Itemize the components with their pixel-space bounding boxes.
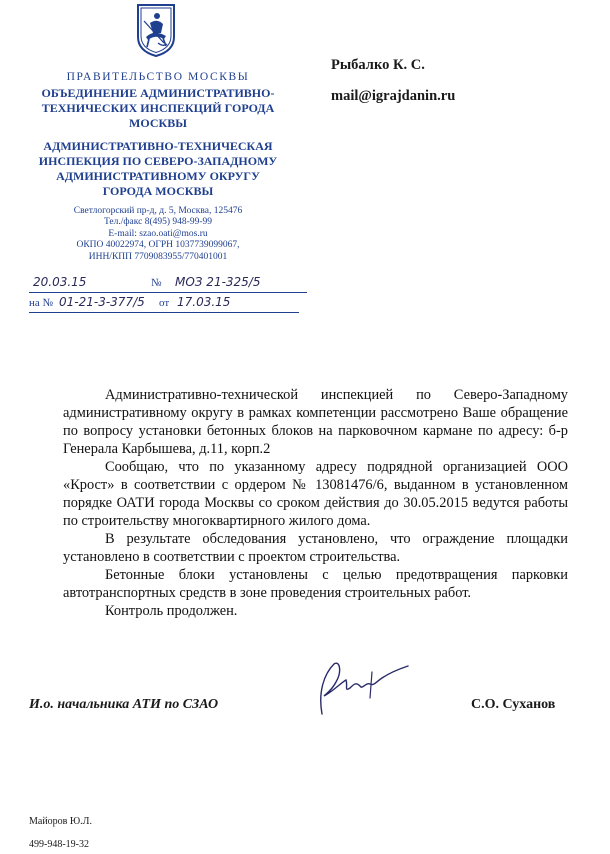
paragraph: Административно-технической инспекцией по Северо-Западному административному округу в рамках компетенции рассмотрено Ваше обращение по вопросу установки бетонных блоков на парковочном кармане по адресу: б-р Генерала Карбышева, д.11, корп.2	[63, 387, 568, 457]
okpo: ОКПО 40022974, ОГРН 1037739099067,	[76, 240, 240, 251]
reference-line	[29, 294, 299, 313]
phone: Тел./факс 8(495) 948-99-99	[103, 217, 213, 228]
government-header: ПРАВИТЕЛЬСТВО МОСКВЫ	[66, 71, 250, 83]
registration-line	[29, 274, 307, 293]
contact-block	[26, 206, 290, 263]
recipient-name: Рыбалко К. С.	[331, 57, 425, 73]
paragraph: Контроль продолжен.	[105, 603, 238, 619]
org-line: МОСКВЫ	[129, 116, 187, 130]
ref-number: 01-21-3-377/5	[59, 295, 145, 309]
signatory-title: И.о. начальника АТИ по СЗАО	[29, 697, 219, 712]
outgoing-date: 20.03.15	[33, 275, 87, 289]
ref-date: 17.03.15	[177, 295, 231, 309]
executor-name: Майоров Ю.Л.	[29, 816, 92, 827]
paragraph: В результате обследования установлено, что ограждение площадки установлено в соответствии с проектом строительства.	[63, 531, 568, 565]
org-line: ОБЪЕДИНЕНИЕ АДМИНИСТРАТИВНО-	[41, 86, 275, 100]
ref-label: на №	[29, 297, 54, 309]
paragraph: Бетонные блоки установлены с целью предотвращения парковки автотранспортных средств в зоне проведения строительных работ.	[63, 567, 568, 601]
moscow-coat-of-arms-icon	[136, 3, 176, 57]
organization-name	[26, 86, 290, 131]
handwritten-signature	[312, 652, 422, 722]
inspection-line: АДМИНИСТРАТИВНО-ТЕХНИЧЕСКАЯ	[43, 139, 273, 153]
recipient-email: mail@igrajdanin.ru	[331, 88, 456, 104]
address: Светлогорский пр-д, д. 5, Москва, 125476	[73, 206, 243, 216]
org-line: ТЕХНИЧЕСКИХ ИНСПЕКЦИЙ ГОРОДА	[41, 101, 275, 115]
inspection-name	[26, 139, 290, 199]
ref-date-label: от	[159, 297, 170, 309]
number-label: №	[151, 277, 162, 289]
paragraph: Сообщаю, что по указанному адресу подрядной организацией ООО «Крост» в соответствии с ордером № 13081476/6, выданном в установленном порядке ОАТИ города Москвы со сроком действия до 30.05.2015 ведутся работы по строительству многоквартирного жилого дома.	[63, 459, 568, 529]
email: E-mail: szao.oati@mos.ru	[108, 228, 208, 239]
signatory-name: С.О. Суханов	[471, 697, 556, 712]
inspection-line: АДМИНИСТРАТИВНОМУ ОКРУГУ	[56, 169, 260, 183]
letter-body	[63, 386, 568, 620]
inspection-line: ГОРОДА МОСКВЫ	[102, 184, 214, 198]
outgoing-number: МОЗ 21-325/5	[175, 275, 261, 289]
inn: ИНН/КПП 7709083955/770401001	[88, 251, 228, 262]
executor-phone: 499-948-19-32	[29, 839, 89, 850]
inspection-line: ИНСПЕКЦИЯ ПО СЕВЕРО-ЗАПАДНОМУ	[38, 154, 278, 168]
